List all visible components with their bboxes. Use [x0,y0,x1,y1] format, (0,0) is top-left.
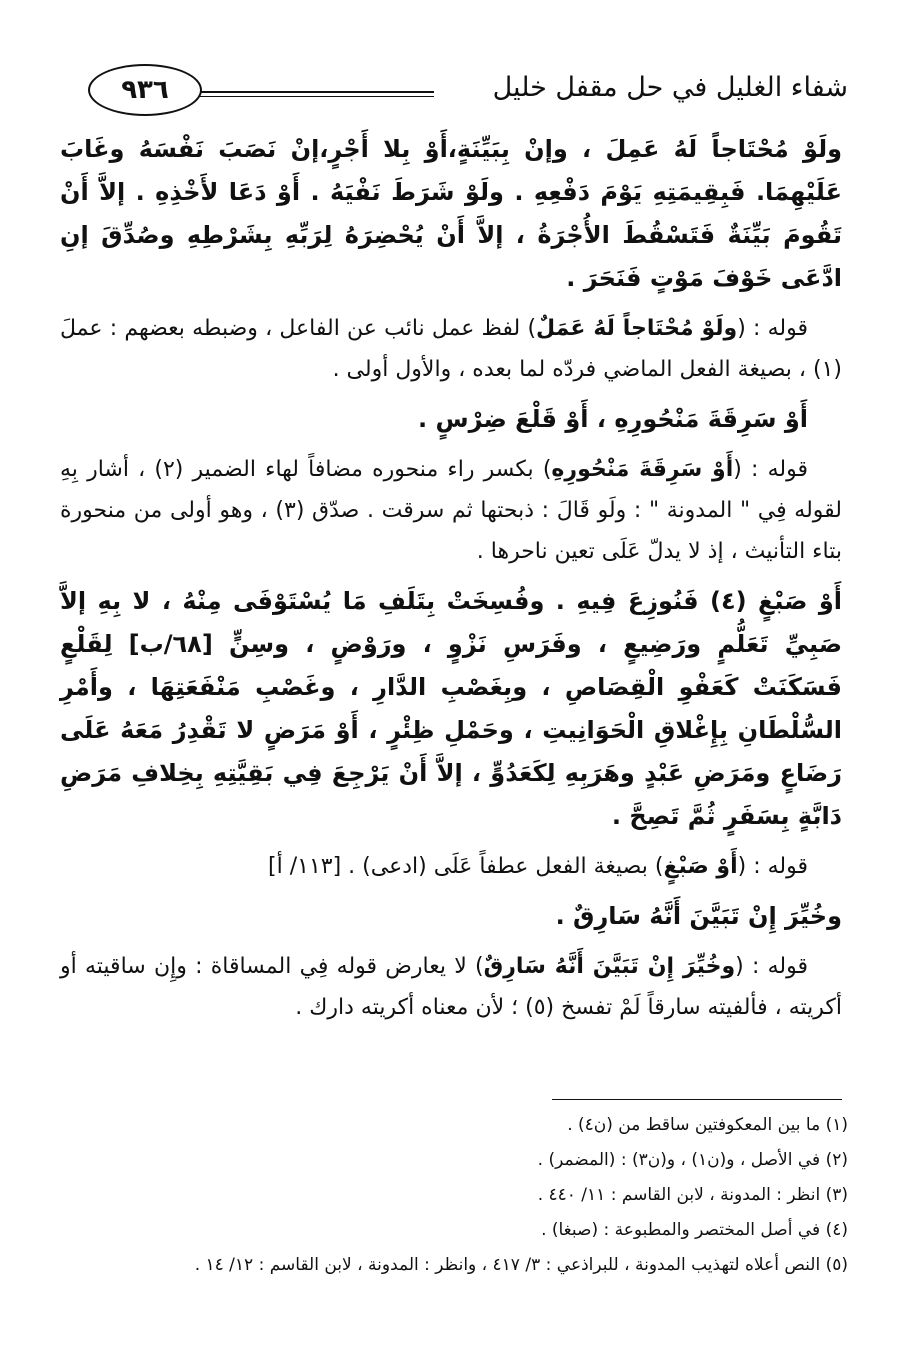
commentary-prefix: قوله : ( [735,954,808,979]
commentary-text: ) لا يعارض قوله فِي المساقاة : وإِن ساقيته أو أكريته ، فألفيته سارقاً لَمْ تفسخ (٥) ؛ لأن معناه أكريته دارك . [60,954,842,1020]
commentary-paragraph [60,308,842,390]
page-number: ٩٣٦ [88,64,202,116]
matn-paragraph: وخُيِّرَ إِنْ تَبَيَّنَ أَنَّهُ سَارِقٌ . [555,902,842,930]
commentary-paragraph [60,449,842,572]
footnote: (٢) في الأصل ، و(ن١) ، و(ن٣) : (المضمر) . [537,1150,848,1170]
commentary-text: ) لفظ عمل نائب عن الفاعل ، وضبطه بعضهم : عملَ (١) ، بصيغة الفعل الماضي فردّه لما بعده ، والأول أولى . [60,316,842,382]
commentary-lemma: أَوْ سَرِقَةَ مَنْحُورِهِ [551,457,734,482]
footnote: (١) ما بين المعكوفتين ساقط من (ن٤) . [567,1115,848,1135]
matn-paragraph: ولَوْ مُحْتَاجاً لَهُ عَمِلَ ، وإنْ بِبَيِّنَةٍ،أَوْ بِلا أَجْرٍ،إنْ نَصَبَ نَفْسَهُ وغَابَ عَلَيْهِمَا. فَبِقِيمَتِهِ يَوْمَ دَفْعِهِ . ولَوْ شَرَطَ نَفْيَهُ . أَوْ دَعَا لأَخْذِهِ . إلاَّ أَنْ تَقُومَ بَيِّنَةٌ فَتَسْقُطَ الأُجْرَةُ ، إلاَّ أَنْ يُحْضِرَهُ لِرَبِّهِ بِشَرْطِهِ وصُدِّقَ إنِ ادَّعَى خَوْفَ مَوْتٍ فَنَحَرَ . [60,135,842,292]
main-text [60,128,842,1036]
commentary-paragraph [60,946,842,1028]
matn-paragraph: أَوْ صَبْغٍ (٤) فَنُوزِعَ فِيهِ . وفُسِخَتْ بِتَلَفِ مَا يُسْتَوْفَى مِنْهُ ، لا بِهِ إلاَّ صَبِيِّ تَعَلُّمٍ ورَضِيعٍ ، وفَرَسِ نَزْوٍ ، ورَوْضٍ ، وسِنٍّ [٦٨/ب] لِقَلْعٍ فَسَكَنَتْ كَعَفْوِ الْقِصَاصِ ، وبِغَصْبِ الدَّارِ ، وغَصْبِ مَنْفَعَتِهَا ، وأَمْرِ السُّلْطَانِ بِإِغْلاقِ الْحَوَانِيتِ ، وحَمْلِ ظِئْرٍ ، أَوْ مَرَضٍ لا تَقْدِرُ مَعَهُ عَلَى رَضَاعٍ ومَرَضِ عَبْدٍ وهَرَبِهِ لِكَعَدُوٍّ ، إلاَّ أَنْ يَرْجِعَ فِي بَقِيَّتِهِ بِخِلافِ مَرَضِ دَابَّةٍ بِسَفَرٍ ثُمَّ تَصِحَّ . [60,587,843,830]
commentary-prefix: قوله : ( [737,854,808,879]
commentary-lemma: وخُيِّرَ إِنْ تَبَيَّنَ أَنَّهُ سَارِقٌ [483,954,736,979]
commentary-prefix: قوله : ( [737,316,808,341]
header-rule [200,91,434,97]
footnote-divider [552,1099,842,1100]
running-title: شفاء الغليل في حل مقفل خليل [492,72,848,103]
commentary-lemma: أَوْ صَبْغٍ [663,854,738,879]
commentary-lemma: ولَوْ مُحْتَاجاً لَهُ عَمَلٌ [536,316,738,341]
commentary-prefix: قوله : ( [733,457,808,482]
footnote: (٥) النص أعلاه لتهذيب المدونة ، للبراذعي : ٣/ ٤١٧ ، وانظر : المدونة ، لابن القاسم : ١٢/ ١٤ . [194,1255,848,1275]
commentary-paragraph [60,846,842,887]
commentary-text: ) بصيغة الفعل عطفاً عَلَى (ادعى) . [١١٣/ أ] [268,854,664,879]
footnotes [58,1108,848,1283]
footnote: (٤) في أصل المختصر والمطبوعة : (صبغا) . [541,1220,848,1240]
commentary-text: ) بكسر راء منحوره مضافاً لهاء الضمير (٢) ، أشار بِهِ لقوله فِي " المدونة " : ولَو قَالَ : ذبحتها ثم سرقت . صدّق (٣) ، وهو أولى من منحورة بتاء التأنيث ، إذ لا يدلّ عَلَى تعين ناحرها . [60,457,842,564]
page-header [88,64,848,120]
footnote: (٣) انظر : المدونة ، لابن القاسم : ١١/ ٤٤٠ . [537,1185,848,1205]
matn-paragraph: أَوْ سَرِقَةَ مَنْحُورِهِ ، أَوْ قَلْعَ ضِرْسٍ . [418,405,808,433]
